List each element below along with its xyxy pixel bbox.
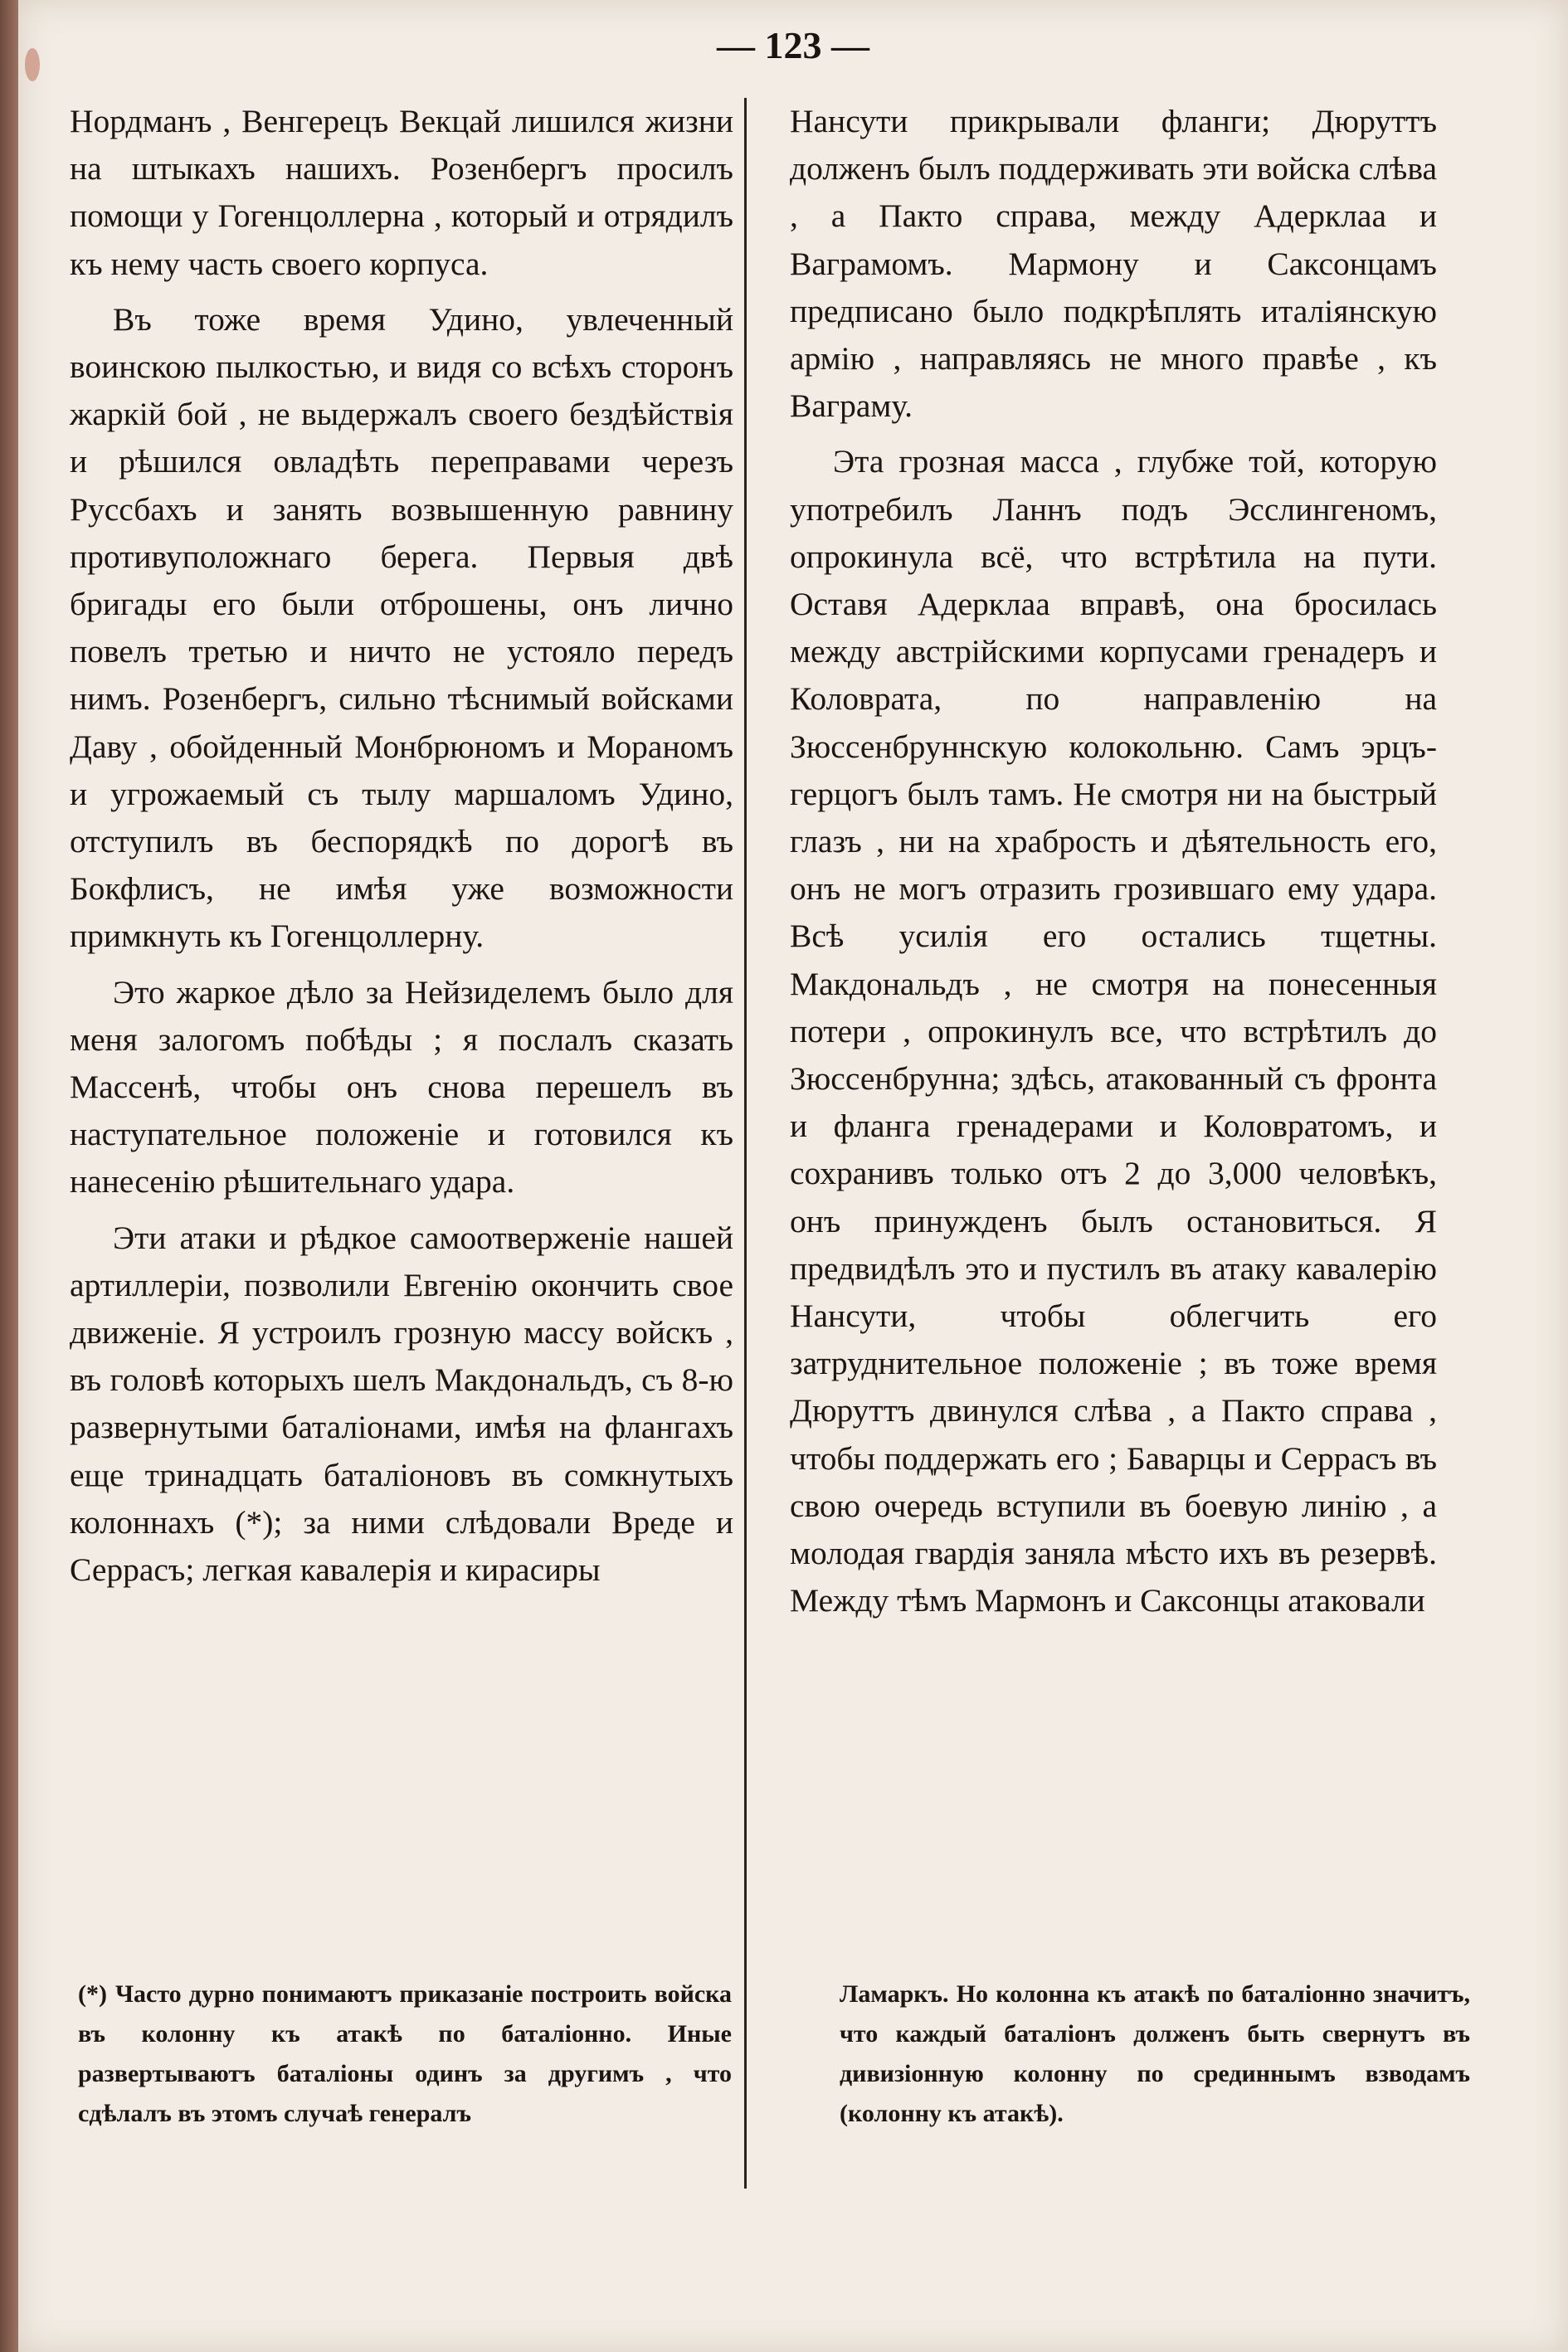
paragraph: Эта грозная масса , глубже той, которую употребилъ Ланнъ подъ Эсслингеномъ, опрокинула всё, что встрѣтила на пути. Оставя Адерклаа вправѣ, она бросилась между австрійскими корпусами гренадеръ и Коловрата, по направленію на Зюссенбруннскую колокольню. Самъ эрцъ-герцогъ былъ тамъ. Не смотря ни на быстрый глазъ , ни на храбрость и дѣятельность его, онъ не могъ отразить грозившаго ему удара. Всѣ усилія его остались тщетны. Макдональдъ , не смотря на понесенныя потери , опрокинулъ все, что встрѣтилъ до Зюссенбрунна; здѣсь, атакованный съ фронта и фланга гренадерами и Коловратомъ, и сохранивъ только отъ 2 до 3,000 человѣкъ, онъ принужденъ былъ остановиться. Я предвидѣлъ это и пустилъ въ атаку кавалерію Нансути, чтобы облегчить его затруднительное положеніе ; въ тоже время Дюруттъ двинулся слѣва , а Пакто справа , чтобы поддержать его ; Баварцы и Серрасъ въ свою очередь вступили въ боевую линію , а молодая гвардія заняла мѣсто ихъ въ резервѣ. Между тѣмъ Мармонъ и Саксонцы атаковали — [790, 443, 1437, 1619]
paragraph: Въ тоже время Удино, увлеченный воинскою пылкостью, и видя со всѣхъ сторонъ жаркій бой , не выдержалъ своего бездѣйствія и рѣшился овладѣть переправами черезъ Руссбахъ и занять возвышенную равнину противуположнаго берега. Первыя двѣ бригады его были отброшены, онъ лично повелъ третью и ничто не устояло передъ нимъ. Розенбергъ, сильно тѣснимый войсками Даву , обойденный Монбрюномъ и Мораномъ и угрожаемый съ тылу маршаломъ Удино, отступилъ въ беспорядкѣ по дорогѣ въ Бокфлисъ, не имѣя уже возможности примкнуть къ Гогенцоллерну. — [70, 300, 733, 955]
paragraph: Нансути прикрывали фланги; Дюруттъ долженъ былъ поддерживать эти войска слѣва , а Пакто справа, между Адерклаа и Ваграмомъ. Мармону и Саксонцамъ предписано было подкрѣплять италіянскую армію , направляясь не много правѣе , къ Ваграму. — [790, 103, 1437, 425]
footnote-text-right: Ламаркъ. Но колонна къ атакѣ по баталіонно значитъ, что каждый баталіонъ долженъ быть свернутъ въ дивизіонную колонну по срединнымъ взводамъ (колонну къ атакѣ). — [840, 1980, 1470, 2127]
footnote-marker: (*) — [78, 1980, 107, 2008]
column-divider — [744, 98, 747, 2189]
footnote-text-left: Часто дурно понимаютъ приказаніе построить войска въ колонну къ атакѣ по баталіонно. Иные развертываютъ баталіоны одинъ за другимъ , что сдѣлалъ въ этомъ случаѣ генералъ — [78, 1980, 732, 2127]
right-text-column — [790, 98, 1437, 1634]
footnote-right — [840, 1975, 1470, 2134]
paragraph: Нордманъ , Венгерецъ Векцай лишился жизни на штыкахъ нашихъ. Розенбергъ просилъ помощи у Гогенцоллерна , который и отрядилъ къ нему часть своего корпуса. — [70, 103, 733, 282]
left-text-column — [70, 98, 733, 1602]
footnote-left — [78, 1975, 732, 2134]
book-spine-edge — [0, 0, 18, 2352]
paragraph: Эти атаки и рѣдкое самоотверженіе нашей артиллеріи, позволили Евгенію окончить свое движеніе. Я устроилъ грозную массу войскъ , въ головѣ которыхъ шелъ Макдональдъ, съ 8-ю развернутыми баталіонами, имѣя на флангахъ еще тринадцать баталіоновъ въ сомкнутыхъ колоннахъ (*); за ними слѣдовали Вреде и Серрасъ; легкая кавалерія и кирасиры — [70, 1219, 733, 1589]
paragraph: Это жаркое дѣло за Нейзиделемъ было для меня залогомъ побѣды ; я послалъ сказать Массенѣ, чтобы онъ снова перешелъ въ наступательное положеніе и готовился къ нанесенію рѣшительнаго удара. — [70, 973, 733, 1200]
page-number: — 123 — — [717, 24, 869, 66]
book-page — [18, 0, 1568, 2352]
